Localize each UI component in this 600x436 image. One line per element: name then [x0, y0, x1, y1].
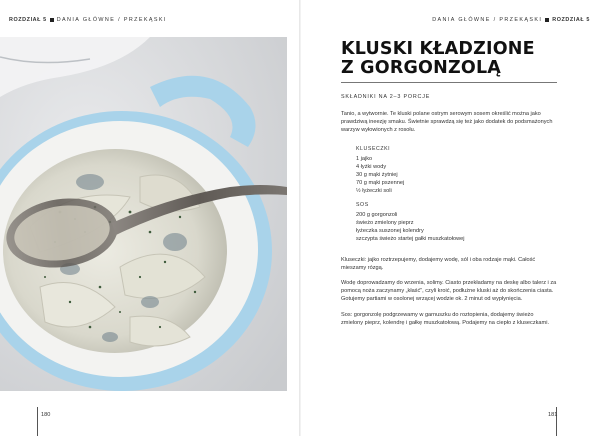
ingredient-list — [356, 211, 465, 243]
step-text: Wodę doprowadzamy do wrzenia, solimy. Ciasto przekładamy na deskę albo talerz i za pomocą noża zaczynamy „kłaść”, czyli kroić, podłużne kluski aż do skończenia ciasta. Gotujemy partiami w osolonej wrzącej wodzie ok. 2 minut od wypłynięcia. — [341, 280, 557, 303]
ingredient-item: łyżeczka suszonej kolendry — [356, 228, 424, 234]
running-header-left — [9, 17, 167, 23]
square-marker-icon — [50, 18, 54, 22]
ingredient-group-heading: SOS — [356, 202, 369, 208]
step-text: Kluseczki: jajko roztrzepujemy, dodajemy wodę, sól i oba rodzaje mąki. Całość mieszamy rózgą. — [341, 257, 536, 272]
section-label: DANIA GŁÓWNE / PRZEKĄSKI — [56, 17, 167, 23]
square-marker-icon — [545, 18, 549, 22]
chapter-label: ROZDZIAŁ 5 — [9, 17, 47, 23]
method-step — [341, 256, 557, 272]
title-line-1: KLUSKI KŁADZIONE — [341, 39, 535, 59]
page-number-left: 180 — [41, 412, 51, 418]
running-header-right — [432, 17, 590, 23]
step-text: Sos: gorgonzolę podgrzewamy w garnuszku do roztopienia, dodajemy świeżo zmielony pieprz, kolendrę i gałkę muszkatołową. Podajemy na ciepło z kluseczkami. — [341, 312, 549, 327]
ingredient-item: 4 łyżki wody — [356, 164, 387, 170]
title-line-2: Z GORGONZOLĄ — [341, 58, 502, 78]
intro-text: Tanio, a wytwornie. Te kluski polane ostrym serowym sosem określić można jako prawdziwą ineezję smaku. Świetnie sprawdzą się też jako dodatek do podsmażonych warzyw wyłowionych z rosołu. — [341, 111, 553, 134]
chapter-label: ROZDZIAŁ 5 — [552, 17, 590, 23]
method-step — [341, 311, 557, 327]
ingredient-item: ½ łyżeczki soli — [356, 188, 392, 194]
method-step — [341, 279, 557, 304]
ingredient-group-heading: KLUSECZKI — [356, 146, 391, 152]
dish-illustration — [0, 37, 287, 391]
title-divider — [341, 82, 557, 83]
folio-rule-left — [37, 407, 38, 436]
ingredient-item: szczypta świeżo startej gałki muszkatołowej — [356, 236, 465, 242]
section-label: DANIA GŁÓWNE / PRZEKĄSKI — [432, 17, 543, 23]
recipe-intro — [341, 110, 557, 135]
page-gutter — [299, 0, 301, 436]
ingredient-item: 30 g mąki żytniej — [356, 172, 398, 178]
ingredient-item: 200 g gorgonzoli — [356, 212, 398, 218]
ingredient-list — [356, 155, 404, 195]
dish-photo — [0, 37, 287, 391]
page-number-right: 181 — [548, 412, 558, 418]
recipe-title — [341, 40, 561, 78]
ingredient-item: 1 jajko — [356, 156, 373, 162]
ingredient-item: świeżo zmielony pieprz — [356, 220, 414, 226]
ingredient-item: 70 g mąki pszennej — [356, 180, 405, 186]
servings-label: SKŁADNIKI NA 2–3 PORCJE — [341, 94, 431, 100]
